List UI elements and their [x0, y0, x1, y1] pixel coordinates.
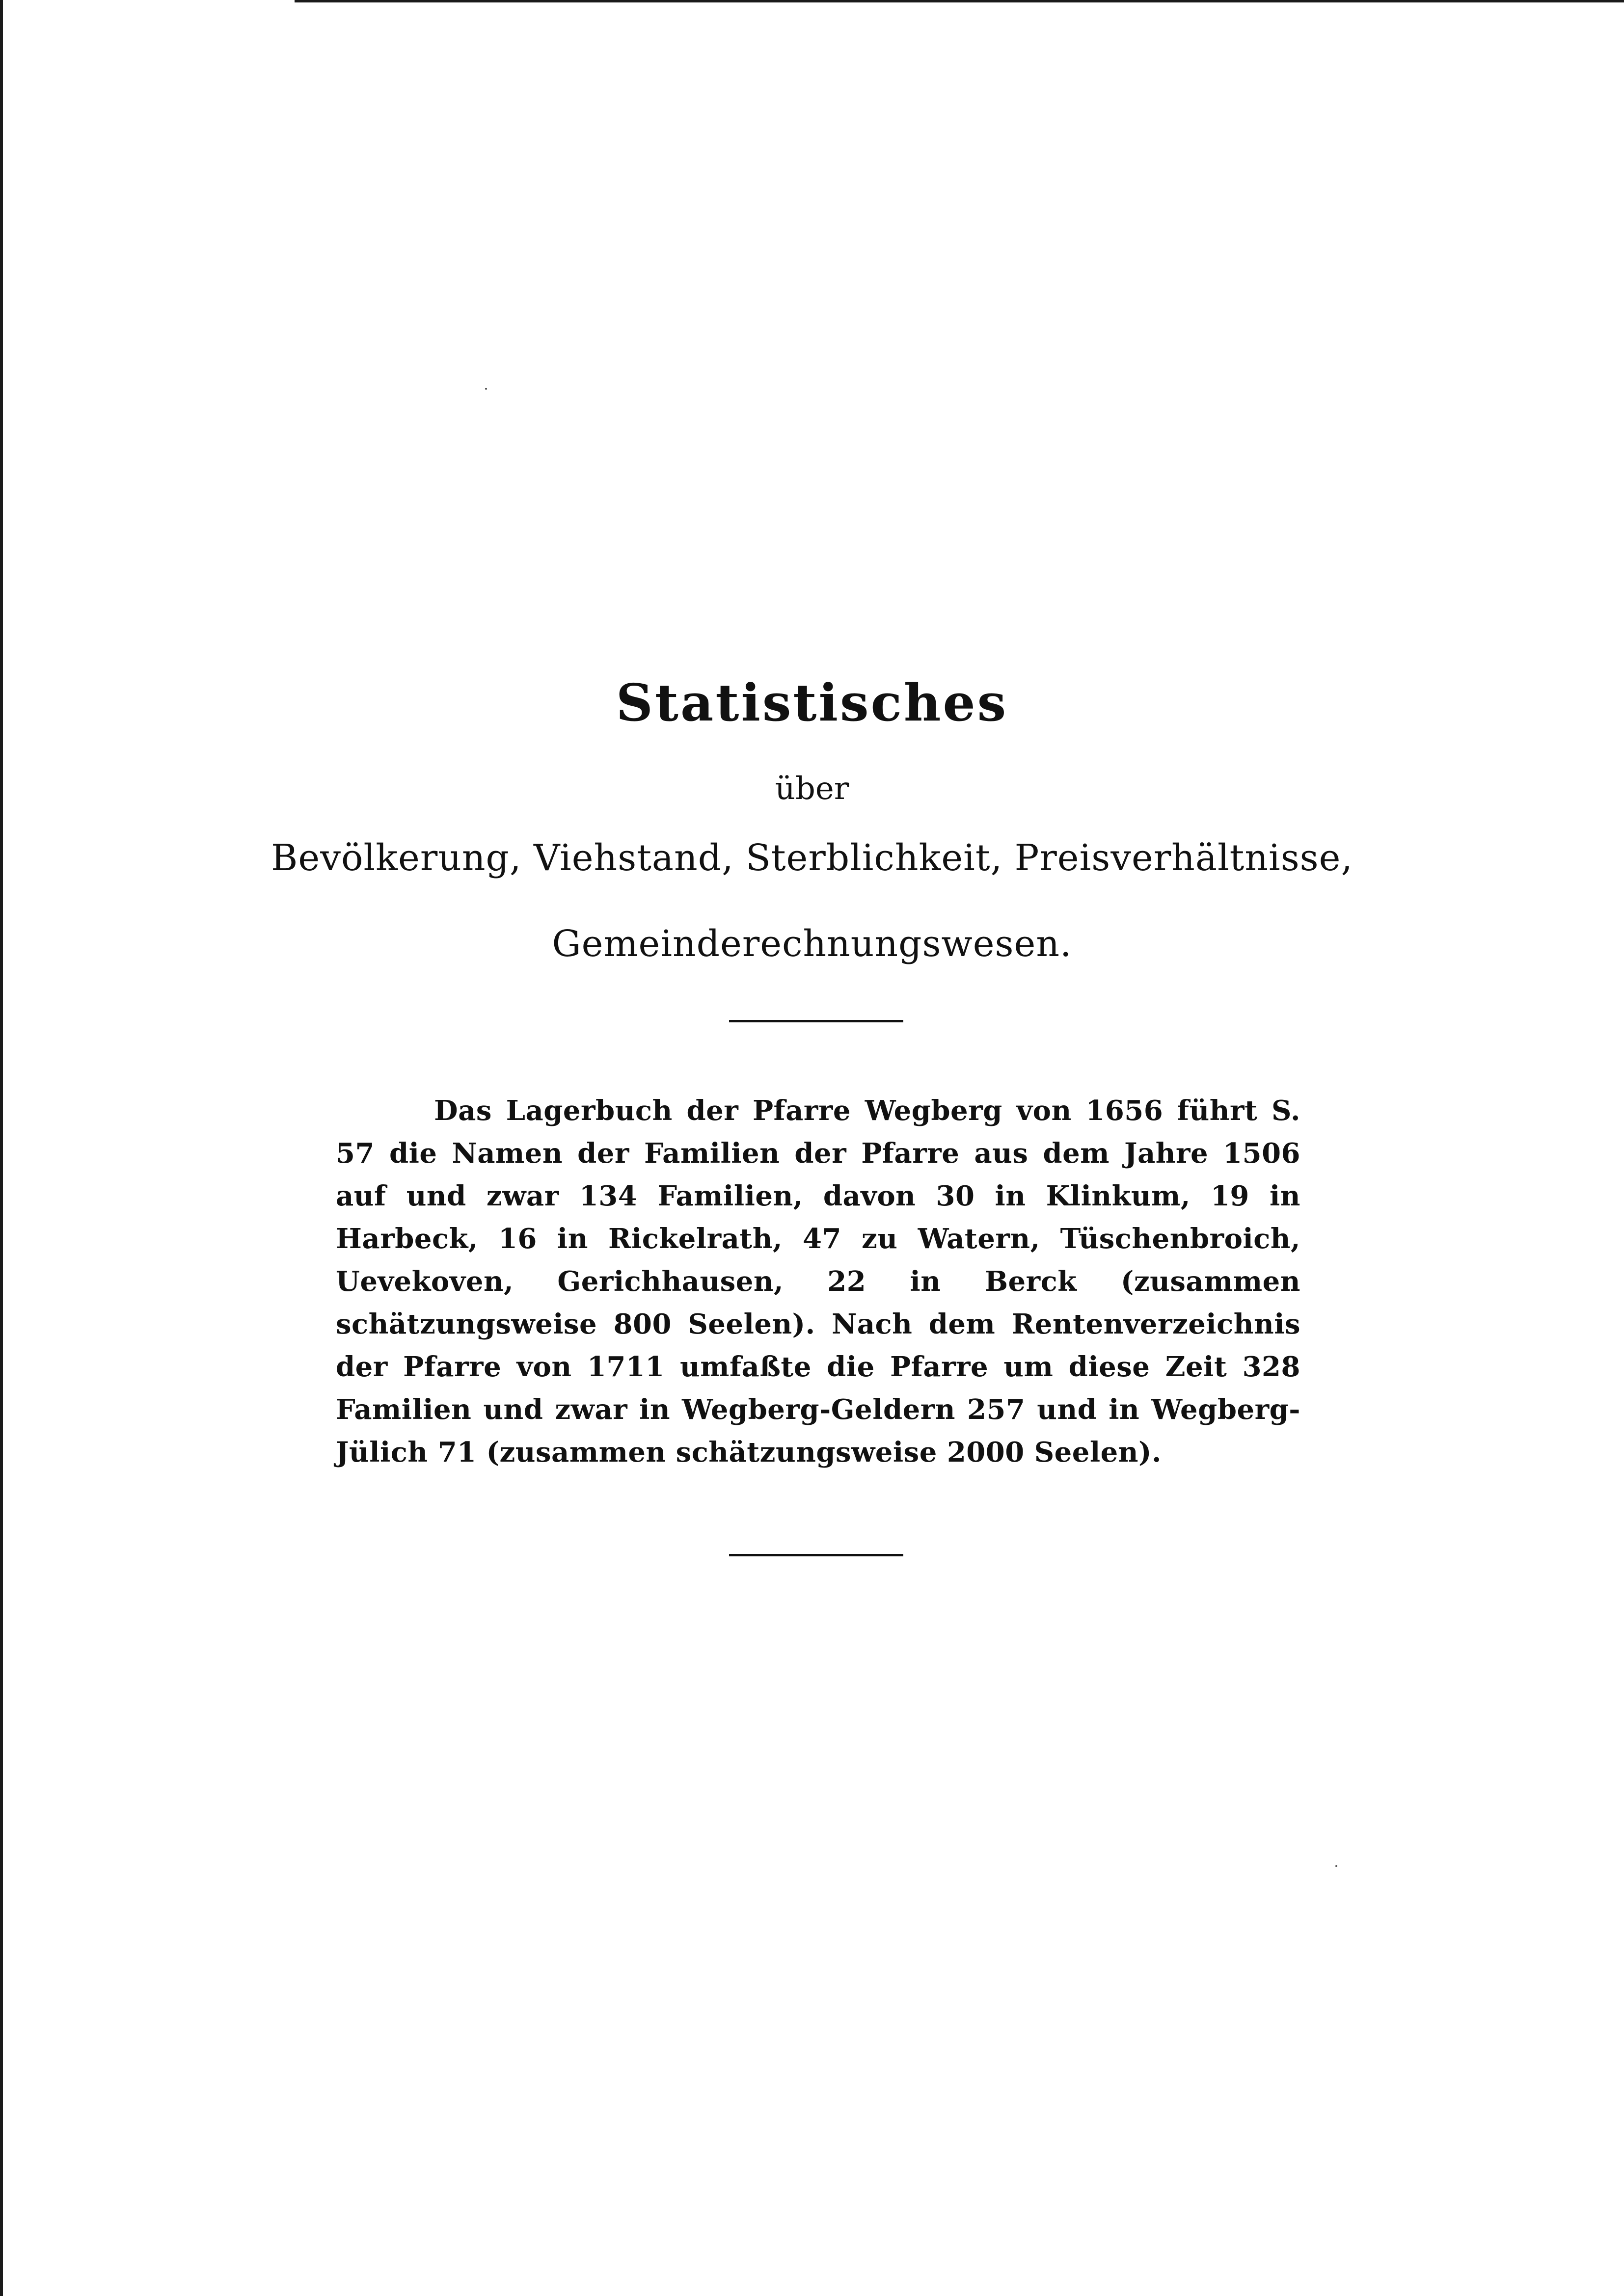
subtitle-line-2: Gemeinderechnungswesen. — [552, 923, 1072, 965]
scan-edge-top — [295, 0, 1624, 2]
page-title: Statistisches — [616, 672, 1008, 733]
scan-speck — [1335, 1865, 1337, 1867]
scan-speck — [485, 388, 487, 390]
scan-edge-left — [0, 0, 3, 2296]
body-paragraph: Das Lagerbuch der Pfarre Wegberg von 1656 führt S. 57 die Namen der Familien der Pfarre aus dem Jahre 1506 auf und zwar 134 Familien, davon 30 in Klinkum, 19 in Harbeck, 16 in Rickelrath, 47 zu Watern, Tüschenbroich, Uevekoven, Gerichhausen, 22 in Berck (zusammen schätzungsweise 800 Seelen). Nach dem Rentenverzeichnis der Pfarre von 1711 umfaßte die Pfarre um diese Zeit 328 Familien und zwar in Wegberg-Geldern 257 und in Wegberg-Jülich 71 (zusammen schätzungsweise 2000 Seelen). — [336, 1095, 1300, 1468]
divider-top — [729, 1020, 903, 1022]
subtitle-line-1: Bevölkerung, Viehstand, Sterblichkeit, Preisverhältnisse, — [271, 837, 1353, 879]
divider-bottom — [729, 1554, 903, 1556]
subtitle-connector: über — [775, 771, 849, 807]
